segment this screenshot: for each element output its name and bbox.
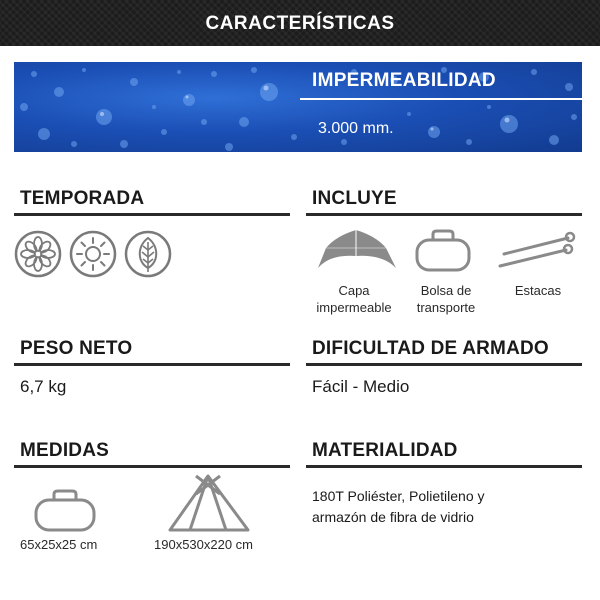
waterproof-value: 3.000 mm. xyxy=(318,120,394,137)
include-item-tarp-line2: impermeable xyxy=(316,300,392,315)
measures-title: MEDIDAS xyxy=(20,440,110,461)
includes-divider xyxy=(306,213,582,216)
waterproof-divider xyxy=(300,98,582,100)
weight-value: 6,7 kg xyxy=(20,377,67,396)
include-item-tarp-line1: Capa xyxy=(338,283,370,298)
season-divider xyxy=(14,213,290,216)
material-line2: armazón de fibra de vidrio xyxy=(312,509,474,525)
sun-icon xyxy=(69,230,117,278)
difficulty-value: Fácil - Medio xyxy=(312,377,410,396)
water-drops-background xyxy=(14,62,582,152)
difficulty-title: DIFICULTAD DE ARMADO xyxy=(312,338,549,359)
include-item-bag-line1: Bolsa de xyxy=(420,283,472,298)
measures-divider xyxy=(14,465,290,468)
leaf-icon xyxy=(124,230,172,278)
material-line1: 180T Poliéster, Polietileno y xyxy=(312,488,485,504)
material-title: MATERIALIDAD xyxy=(312,440,458,461)
measure-bag-value: 65x25x25 cm xyxy=(20,537,98,552)
include-item-stakes-label xyxy=(490,282,586,299)
flower-icon xyxy=(14,230,62,278)
tarp-icon xyxy=(316,226,398,276)
include-item-stakes-line1: Estacas xyxy=(514,283,562,298)
material-divider xyxy=(306,465,582,468)
header-title: CARACTERÍSTICAS xyxy=(205,13,395,34)
measure-tent-value: 190x530x220 cm xyxy=(154,537,254,552)
material-text xyxy=(312,486,485,528)
weight-divider xyxy=(14,363,290,366)
include-bag-icon xyxy=(413,228,473,274)
measure-bag-icon xyxy=(32,488,98,534)
stakes-icon xyxy=(494,230,578,270)
waterproof-banner xyxy=(14,62,582,152)
include-item-tarp-label xyxy=(306,282,402,316)
waterproof-title: IMPERMEABILIDAD xyxy=(312,70,496,91)
difficulty-divider xyxy=(306,363,582,366)
include-item-bag-label xyxy=(398,282,494,316)
season-title: TEMPORADA xyxy=(20,188,145,209)
tent-icon xyxy=(160,474,260,534)
includes-title: INCLUYE xyxy=(312,188,397,209)
weight-title: PESO NETO xyxy=(20,338,133,359)
include-item-bag-line2: transporte xyxy=(416,300,476,315)
